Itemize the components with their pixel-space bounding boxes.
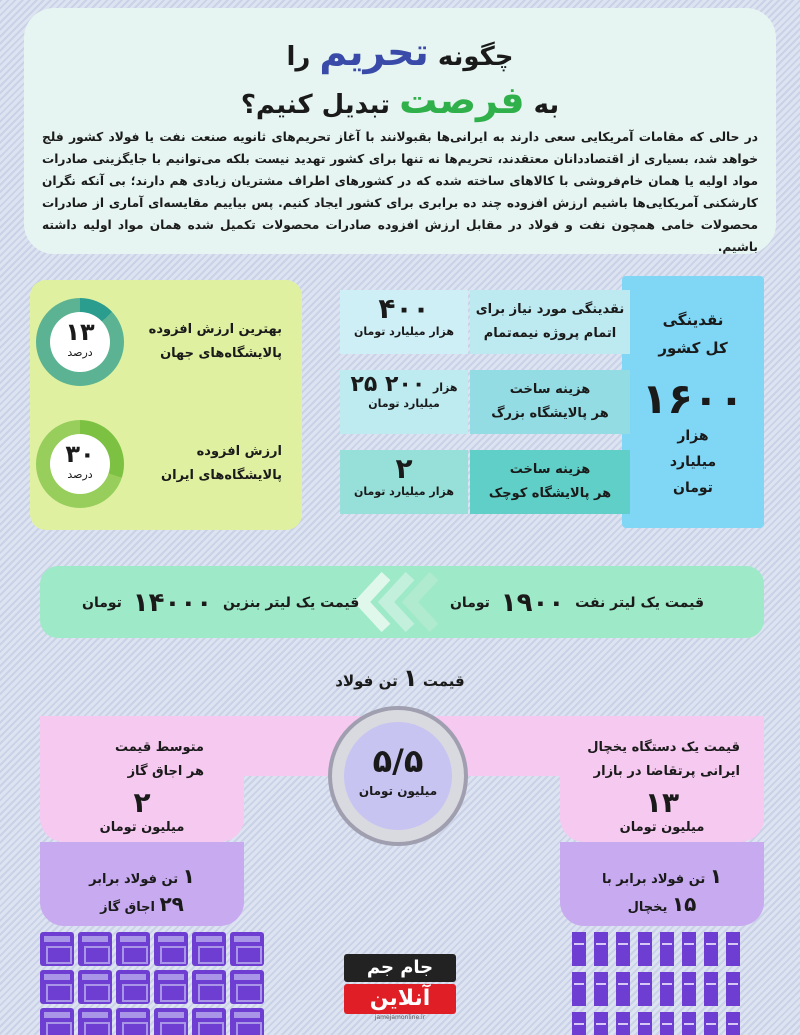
value-added-panel <box>30 280 302 530</box>
oil-price-label: قیمت یک لیتر نفت <box>575 595 704 611</box>
cost-row-2-value-mid: هزار <box>432 381 458 394</box>
fridge-icon <box>726 972 740 1006</box>
stove-label <box>64 736 204 784</box>
headline-highlight-sanction: تحریم <box>319 30 429 74</box>
fridge-price-value: ۱۳ <box>644 786 680 819</box>
cost-row-3-label-line-1: هزینه ساخت <box>509 462 591 477</box>
steel-price-value: ۵/۵ <box>372 742 424 780</box>
logo-top-text: جام جم <box>344 954 456 982</box>
chevron-arrows-icon <box>346 572 456 632</box>
logo-url: jamejamonline.ir <box>374 1014 426 1021</box>
headline-word: به <box>533 90 560 120</box>
fridge-label <box>570 736 740 784</box>
jamejam-logo <box>344 954 456 1021</box>
fridge-icon <box>660 972 674 1006</box>
steel-price-title <box>0 664 800 692</box>
stove-price-unit: میلیون تومان <box>99 820 185 835</box>
fridge-equivalence-card <box>560 842 764 926</box>
stove-equivalence-card <box>40 842 244 926</box>
stove-icon-grid <box>40 932 264 1035</box>
cost-row-1-label-line-1: نقدینگی مورد نیاز برای <box>475 302 625 317</box>
stove-equiv-line-2 <box>40 892 244 916</box>
cost-row-2-value-box <box>340 370 468 434</box>
iran-label <box>132 440 282 488</box>
stove-equiv-line-1 <box>40 864 244 888</box>
cost-row-3-value: ۲ <box>395 452 413 485</box>
headline-line-1 <box>24 30 776 74</box>
fridge-icon <box>594 1012 608 1035</box>
stove-equiv-num-1: ۱ <box>182 864 195 888</box>
stove-equiv-num-2: ۲۹ <box>159 892 184 916</box>
liquidity-title-line-2: کل کشور <box>658 339 728 357</box>
logo-bottom-text: آنلاین <box>344 984 456 1014</box>
fridge-icon <box>572 972 586 1006</box>
fridge-icon <box>682 972 696 1006</box>
stove-icon <box>116 1008 150 1035</box>
stove-icon <box>116 932 150 966</box>
cost-row-2-label <box>470 370 630 434</box>
fridge-equiv-line-1 <box>560 864 764 888</box>
stove-equiv-text-2: اجاق گاز <box>100 900 155 915</box>
cost-row-1-label-line-2: اتمام پروژه نیمه‌تمام <box>483 326 617 341</box>
fridge-icon <box>616 932 630 966</box>
fridge-icon <box>616 1012 630 1035</box>
fridge-icon <box>616 972 630 1006</box>
liquidity-unit-line-2: میلیارد <box>669 454 717 470</box>
stove-price-card <box>40 716 244 842</box>
headline-word: چگونه <box>437 42 514 72</box>
cost-row-2-value-line <box>340 372 468 397</box>
stove-icon <box>78 932 112 966</box>
fridge-icon <box>594 972 608 1006</box>
stove-icon <box>154 970 188 1004</box>
fridge-equiv-num-1: ۱ <box>709 864 723 888</box>
fridge-icon <box>682 932 696 966</box>
fridge-equiv-text-1: تن فولاد برابر با <box>601 872 706 887</box>
stove-icon <box>192 932 226 966</box>
iran-unit: درصد <box>67 468 93 481</box>
cost-row-1-unit: هزار میلیارد تومان <box>354 325 454 338</box>
ring-center <box>50 434 110 494</box>
cost-row-3-value-box <box>340 450 468 514</box>
liquidity-unit-line-3: تومان <box>673 480 713 496</box>
headline-word: را <box>286 42 311 72</box>
stove-equiv-text-1: تن فولاد برابر <box>89 872 179 887</box>
cost-row-1-value: ۴۰۰ <box>378 292 430 325</box>
world-label-line-2: پالایشگاه‌های جهان <box>160 346 282 361</box>
steel-title-prefix: قیمت <box>422 672 465 690</box>
stove-icon <box>230 970 264 1004</box>
stove-label-line-1: متوسط قیمت <box>114 740 204 755</box>
cost-row-3-label <box>470 450 630 514</box>
headline-word: تبدیل کنیم؟ <box>240 90 391 120</box>
steel-title-suffix: تن فولاد <box>335 672 398 690</box>
cost-row-2-label-line-2: هر پالایشگاه بزرگ <box>491 406 609 421</box>
fridge-icon <box>682 1012 696 1035</box>
fridge-equiv-text-2: یخچال <box>627 900 668 915</box>
cost-row-3-unit: هزار میلیارد تومان <box>354 485 454 498</box>
cost-row-2-value-thousand: ۲۵ <box>350 372 378 397</box>
fridge-icon <box>572 1012 586 1035</box>
fridge-label-line-2: ایرانی پرتقاضا در بازار <box>593 764 740 779</box>
oil-price <box>450 588 704 618</box>
oil-price-unit: تومان <box>449 595 490 611</box>
steel-price-circle <box>328 706 468 846</box>
ring-center <box>50 312 110 372</box>
headline-line-2 <box>24 78 776 122</box>
stove-icon <box>230 1008 264 1035</box>
fridge-icon <box>594 932 608 966</box>
stove-price-value: ۲ <box>133 786 151 819</box>
stove-icon <box>192 970 226 1004</box>
stove-icon <box>230 932 264 966</box>
fridge-icon <box>572 932 586 966</box>
steel-title-number: ۱ <box>402 664 418 692</box>
header-card <box>24 8 776 254</box>
stove-icon <box>40 1008 74 1035</box>
cost-row-2-value-tail: ۲۰۰ <box>384 372 426 397</box>
cost-row-1-label <box>470 290 630 354</box>
stove-icon <box>192 1008 226 1035</box>
fridge-icon <box>660 1012 674 1035</box>
fridge-icon <box>638 932 652 966</box>
liquidity-unit-line-1: هزار <box>677 428 709 444</box>
iran-label-line-1: ارزش افزوده <box>196 444 282 459</box>
headline-highlight-opportunity: فرصت <box>399 78 525 122</box>
fridge-icon <box>726 932 740 966</box>
iran-value: ۳۰ <box>65 440 95 468</box>
steel-price-center <box>344 722 452 830</box>
gasoline-price-label: قیمت یک لیتر بنزین <box>223 595 360 611</box>
cost-row-1-value-box <box>340 290 468 354</box>
world-value: ۱۳ <box>65 318 95 346</box>
stove-icon <box>116 970 150 1004</box>
fridge-icon <box>660 932 674 966</box>
world-label-line-1: بهترین ارزش افزوده <box>148 322 282 337</box>
intro-paragraph: در حالی که مقامات آمریکایی سعی دارند به ایرانی‌ها بقبولانند با آغاز تحریم‌های ثانویه صنعت نفت یا فولاد کشور فلج خواهد شد، بسیاری از اقتصاددانان معتقدند، تحریم‌ها نه تنها برای کشور تهدید نیست بلکه می‌توانیم با جایگزینی صادرات مواد اولیه یا همان خام‌فروشی با کالاهای ساخته شده که در کشورهای اطراف مشتریان زیادی هم دارند؛ بی آنکه نگران کارشکنی آمریکایی‌ها باشیم ارزش افزوده چند ده برابری برای کشور ایجاد کنیم. پس بیاییم مقایسه‌ای آماری از صادرات محصولات خامی همچون نفت و فولاد در مقابل ارزش افزوده صادرات محصولات تکمیل شده همان مواد اولیه داشته باشیم. <box>42 130 758 254</box>
cost-row-2-unit: میلیارد تومان <box>368 397 440 410</box>
stove-icon <box>78 970 112 1004</box>
total-liquidity-panel <box>622 276 764 528</box>
stove-icon <box>154 932 188 966</box>
cost-row-2-label-line-1: هزینه ساخت <box>509 382 591 397</box>
fridge-icon <box>704 1012 718 1035</box>
fridge-equiv-line-2 <box>560 892 764 916</box>
iran-refinery-ring <box>36 420 124 508</box>
fridge-price-card <box>560 716 764 842</box>
liquidity-value: ۱۶۰۰ <box>641 374 745 423</box>
liquidity-title <box>622 306 764 362</box>
stove-icon <box>40 932 74 966</box>
fridge-icon <box>704 972 718 1006</box>
fridge-label-line-1: قیمت یک دستگاه یخچال <box>587 740 740 755</box>
fridge-icon <box>638 972 652 1006</box>
oil-price-value: ۱۹۰۰ <box>500 588 565 618</box>
fridge-equiv-num-2: ۱۵ <box>671 892 697 916</box>
stove-icon <box>40 970 74 1004</box>
world-label <box>132 318 282 366</box>
liquidity-title-line-1: نقدینگی <box>662 311 724 329</box>
fridge-price-unit: میلیون تومان <box>619 820 705 835</box>
stove-icon <box>154 1008 188 1035</box>
fridge-icon <box>638 1012 652 1035</box>
stove-icon <box>78 1008 112 1035</box>
steel-price-unit: میلیون تومان <box>358 784 438 798</box>
gasoline-price <box>82 588 359 618</box>
world-refinery-ring <box>36 298 124 386</box>
fridge-icon-grid <box>572 932 740 1035</box>
iran-label-line-2: پالایشگاه‌های ایران <box>161 468 282 483</box>
fridge-icon <box>704 932 718 966</box>
stove-label-line-2: هر اجاق گاز <box>127 764 204 779</box>
gasoline-price-unit: تومان <box>82 595 122 611</box>
liquidity-unit <box>622 423 764 501</box>
world-unit: درصد <box>67 346 93 359</box>
fuel-price-band <box>40 566 764 638</box>
cost-row-3-label-line-2: هر پالایشگاه کوچک <box>488 486 612 501</box>
fridge-icon <box>726 1012 740 1035</box>
gasoline-price-value: ۱۴۰۰۰ <box>132 588 213 618</box>
